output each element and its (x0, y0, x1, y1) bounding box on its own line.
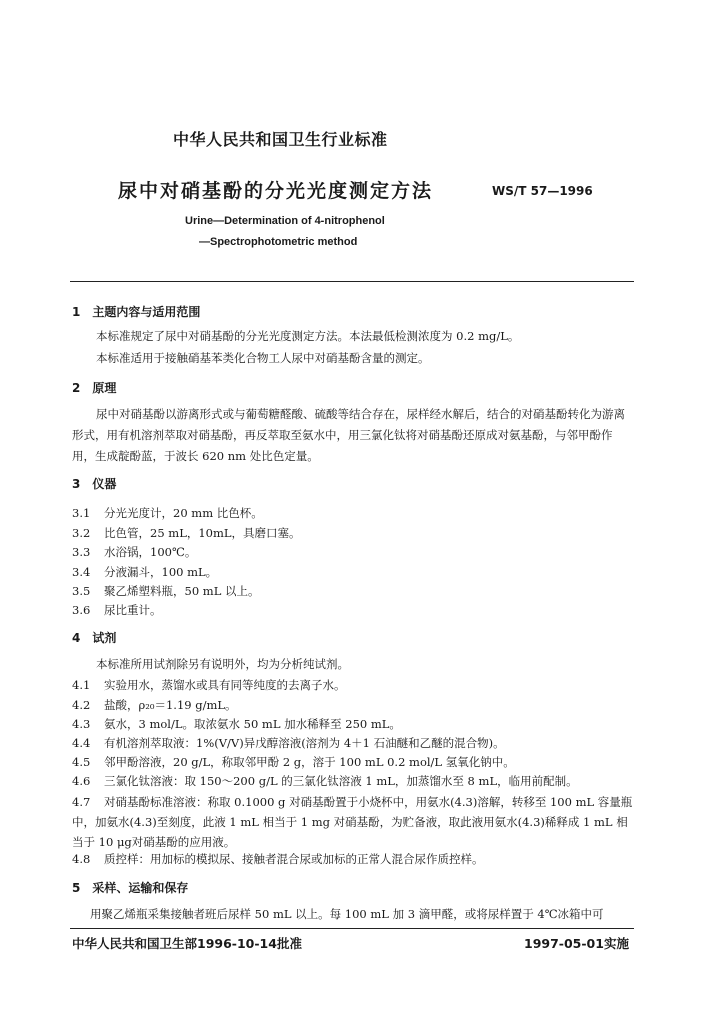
item-text: 质控样：用加标的模拟尿、接触者混合尿或加标的正常人混合尿作质控样。 (104, 852, 484, 866)
list-item (72, 583, 260, 599)
item-number: 4.8 (72, 852, 91, 866)
item-number: 4.6 (72, 774, 91, 788)
item-text: 尿比重计。 (104, 603, 162, 617)
list-item (72, 677, 346, 693)
document-title: 尿中对硝基酚的分光光度测定方法 (118, 180, 434, 202)
section-5-heading: 5 采样、运输和保存 (72, 881, 189, 895)
list-item (72, 792, 634, 852)
item-text: 有机溶剂萃取液：1%(V/V)异戊醇溶液(溶剂为 4＋1 石油醚和乙醚的混合物)。 (104, 736, 505, 750)
item-number: 3.1 (72, 506, 91, 520)
item-number: 3.3 (72, 545, 91, 559)
item-text: 分光光度计，20 mm 比色杯。 (104, 506, 263, 520)
list-item (72, 851, 484, 867)
item-text: 分液漏斗，100 mL。 (104, 565, 218, 579)
header-rule (70, 281, 634, 282)
english-title-line-1: Urine—Determination of 4-nitrophenol (185, 215, 385, 227)
section-4-intro: 本标准所用试剂除另有说明外，均为分析纯试剂。 (96, 657, 349, 671)
list-item (72, 602, 162, 618)
item-text: 三氯化钛溶液：取 150～200 g/L 的三氯化钛溶液 1 mL，加蒸馏水至 8 mL，临用前配制。 (104, 774, 578, 788)
item-text: 水浴锅，100℃。 (104, 545, 197, 559)
item-text: 对硝基酚标准溶液：称取 0.1000 g 对硝基酚置于小烧杯中，用氨水(4.3)溶解，转移至 100 mL 容量瓶中，加氨水(4.3)至刻度，此液 1 mL 相当于 1 mg 对硝基酚，为贮备液，取此液用氨水(4.3)稀释成 1 mL 相当于 10 μg对硝基酚的应用液。 (72, 795, 633, 849)
section-2-heading: 2 原理 (72, 381, 117, 395)
footer-rule (70, 928, 634, 929)
list-item (72, 505, 263, 521)
section-2-paragraph: 尿中对硝基酚以游离形式或与葡萄糖醛酸、硫酸等结合存在，尿样经水解后，结合的对硝基酚转化为游离形式，用有机溶剂萃取对硝基酚，再反萃取至氨水中，用三氯化钛将对硝基酚还原成对氨基酚，与邻甲酚作用，生成靛酚蓝，于波长 620 nm 处比色定量。 (72, 407, 625, 463)
item-number: 4.4 (72, 736, 91, 750)
list-item (72, 735, 505, 751)
section-4-heading: 4 试剂 (72, 631, 117, 645)
list-item (72, 773, 578, 789)
item-number: 4.1 (72, 678, 91, 692)
item-text: 聚乙烯塑料瓶，50 mL 以上。 (104, 584, 260, 598)
list-item (72, 697, 237, 713)
item-text: 比色管，25 mL，10mL，具磨口塞。 (104, 526, 301, 540)
list-item (72, 564, 217, 580)
issuing-body: 中华人民共和国卫生行业标准 (173, 130, 388, 149)
item-text: 邻甲酚溶液，20 g/L，称取邻甲酚 2 g，溶于 100 mL 0.2 mol/L 氢氧化钠中。 (104, 755, 515, 769)
item-number: 3.6 (72, 603, 91, 617)
item-text: 盐酸，ρ₂₀＝1.19 g/mL。 (104, 698, 237, 712)
section-1-heading: 1 主题内容与适用范围 (72, 305, 201, 319)
item-number: 3.2 (72, 526, 91, 540)
section-5-paragraph: 用聚乙烯瓶采集接触者班后尿样 50 mL 以上。每 100 mL 加 3 滴甲醛，或将尿样置于 4℃冰箱中可 (90, 907, 604, 921)
list-item (72, 525, 301, 541)
item-text: 实验用水，蒸馏水或具有同等纯度的去离子水。 (104, 678, 346, 692)
english-title-line-2: —Spectrophotometric method (199, 236, 358, 248)
implementation-date: 1997-05-01实施 (524, 936, 629, 951)
item-text: 氨水，3 mol/L。取浓氨水 50 mL 加水稀释至 250 mL。 (104, 717, 401, 731)
section-1-paragraph-1: 本标准规定了尿中对硝基酚的分光光度测定方法。本法最低检测浓度为 0.2 mg/L。 (96, 329, 520, 343)
list-item (72, 754, 515, 770)
item-number: 3.4 (72, 565, 91, 579)
list-item (72, 544, 196, 560)
section-3-heading: 3 仪器 (72, 477, 117, 491)
section-1-paragraph-2: 本标准适用于接触硝基苯类化合物工人尿中对硝基酚含量的测定。 (96, 351, 430, 365)
list-item (72, 716, 401, 732)
standard-number: WS/T 57—1996 (492, 184, 593, 198)
item-number: 4.5 (72, 755, 91, 769)
approval-line: 中华人民共和国卫生部1996-10-14批准 (72, 936, 302, 951)
item-number: 3.5 (72, 584, 91, 598)
item-number: 4.7 (72, 795, 91, 809)
item-number: 4.2 (72, 698, 91, 712)
item-number: 4.3 (72, 717, 91, 731)
